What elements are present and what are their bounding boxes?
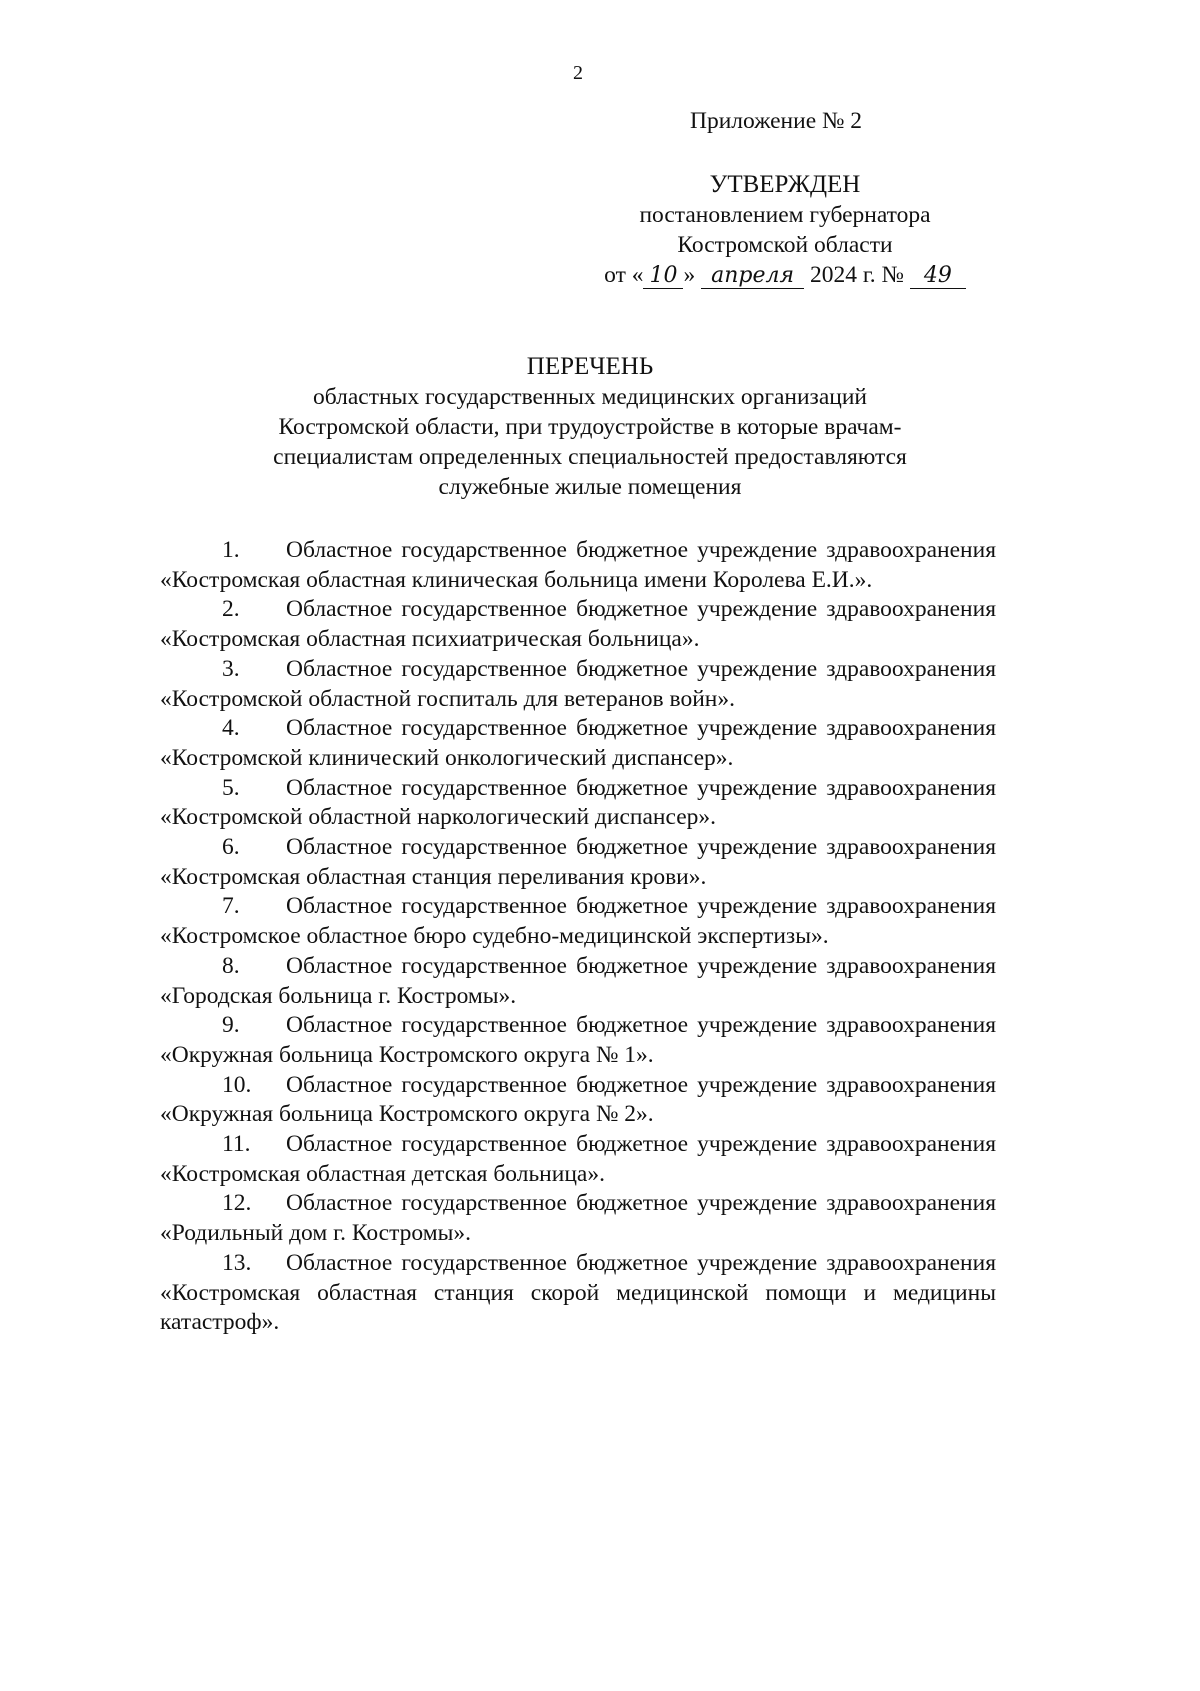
title-line: Костромской области, при трудоустройстве в которые врачам- (278, 414, 902, 440)
list-item (160, 655, 996, 714)
list-item-number: 11. (222, 1131, 251, 1158)
list-item (160, 892, 996, 951)
date-quote: » (683, 262, 696, 288)
approved-heading: УТВЕРЖДЕН (709, 171, 861, 198)
date-year: 2024 г. № (809, 262, 904, 288)
list-item-text: Областное государственное бюджетное учреждение здравоохранения «Костромская областная детская больница». (160, 1131, 996, 1187)
list-item-text: Областное государственное бюджетное учреждение здравоохранения «Костромская областная станция скорой медицинской помощи и медицины катастроф». (160, 1249, 996, 1336)
list-item-text: Областное государственное бюджетное учреждение здравоохранения «Костромская областная психиатрическая больница». (160, 596, 996, 653)
list-item-text: Областное государственное бюджетное учреждение здравоохранения «Окружная больница Костромского округа № 1». (160, 1012, 996, 1068)
title-heading: ПЕРЕЧЕНЬ (526, 353, 654, 380)
organization-list (160, 536, 996, 1338)
list-item-text: Областное государственное бюджетное учреждение здравоохранения «Костромской областной госпиталь для ветеранов войн». (160, 655, 996, 712)
list-item-number: 12. (222, 1190, 252, 1217)
list-item-text: Областное государственное бюджетное учреждение здравоохранения «Костромская областная клиническая больница имени Королева Е.И.». (160, 537, 996, 593)
list-item-number: 8. (222, 952, 240, 979)
title-line: служебные жилые помещения (438, 474, 742, 500)
list-item-number: 3. (222, 655, 240, 682)
list-item (160, 1071, 996, 1130)
list-item (160, 1130, 996, 1189)
list-item (160, 833, 996, 892)
handwritten-number: 49 (910, 264, 966, 289)
page-number: 2 (573, 62, 583, 84)
title-line: областных государственных медицинских организаций (312, 384, 867, 410)
list-item-number: 9. (222, 1012, 240, 1039)
handwritten-day: 10 (643, 264, 683, 289)
list-item (160, 1011, 996, 1070)
approval-block (570, 170, 1000, 290)
list-item-number: 4. (222, 715, 240, 742)
handwritten-month: апреля (701, 264, 804, 289)
date-prefix: от « (604, 262, 644, 288)
list-item-number: 2. (222, 596, 240, 623)
list-item (160, 595, 996, 654)
approval-line-1: постановлением губернатора (639, 202, 931, 228)
list-item (160, 952, 996, 1011)
list-item-text: Областное государственное бюджетное учреждение здравоохранения «Костромской клинический онкологический диспансер». (160, 715, 996, 771)
list-item-text: Областное государственное бюджетное учреждение здравоохранения «Окружная больница Костромского округа № 2». (160, 1071, 996, 1128)
list-item-number: 13. (222, 1249, 252, 1276)
document-title (160, 352, 1020, 502)
approval-line-2: Костромской области (677, 232, 893, 258)
approval-date-line (570, 260, 1000, 290)
list-item-text: Областное государственное бюджетное учреждение здравоохранения «Костромская областная станция переливания крови». (160, 834, 996, 890)
list-item (160, 1189, 996, 1248)
list-item (160, 536, 996, 595)
appendix-label: Приложение № 2 (690, 108, 863, 134)
list-item-text: Областное государственное бюджетное учреждение здравоохранения «Костромской областной наркологический диспансер». (160, 774, 996, 831)
list-item (160, 774, 996, 833)
list-item-number: 7. (222, 893, 240, 920)
list-item-number: 6. (222, 834, 240, 861)
list-item-number: 1. (222, 537, 240, 563)
list-item-text: Областное государственное бюджетное учреждение здравоохранения «Костромское областное бюро судебно-медицинской экспертизы». (160, 893, 996, 950)
list-item-text: Областное государственное бюджетное учреждение здравоохранения «Родильный дом г. Костромы». (160, 1190, 996, 1247)
list-item-number: 10. (222, 1071, 252, 1098)
list-item-text: Областное государственное бюджетное учреждение здравоохранения «Городская больница г. Костромы». (160, 952, 996, 1009)
list-item (160, 1249, 996, 1338)
list-item-number: 5. (222, 774, 240, 801)
title-line: специалистам определенных специальностей предоставляются (273, 444, 907, 470)
list-item (160, 714, 996, 773)
